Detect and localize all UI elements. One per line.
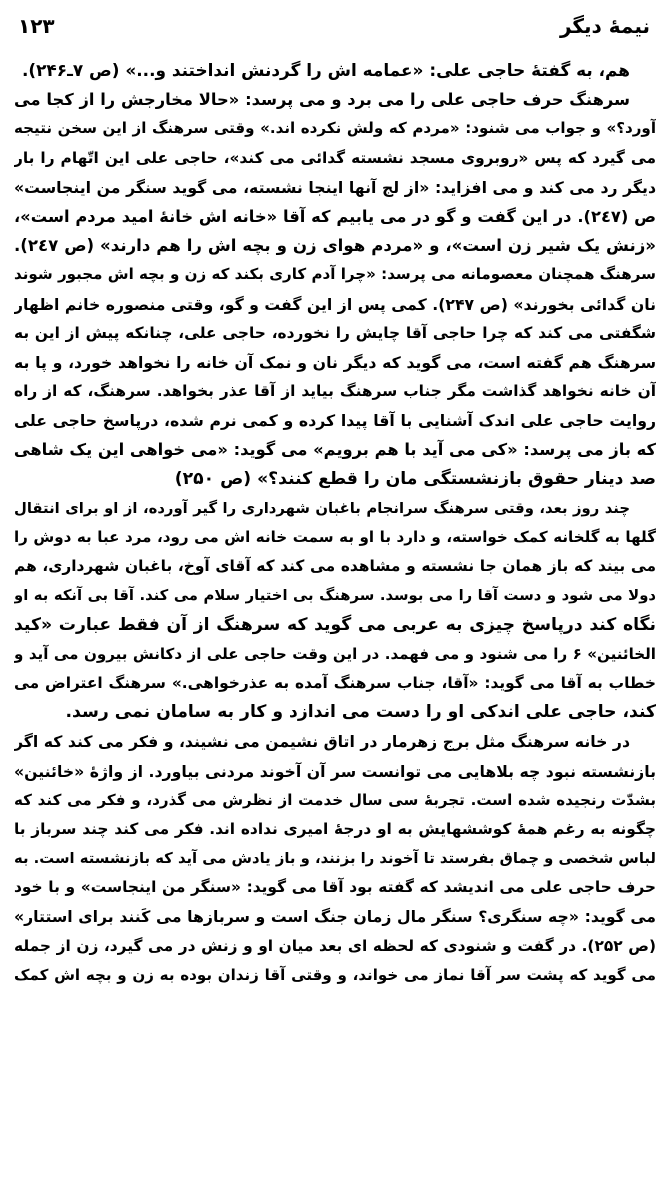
text-line: خطاب به آقا می گوید: «آقا، جناب سرهنگ آمده به عذرخواهی.» سرهنگ اعتراض می xyxy=(14,673,656,692)
text-line: الخائنین» ۶ را می شنود و می فهمد. در این وقت حاجی علی از دکانش بیرون می آید و xyxy=(14,644,656,663)
text-line: لباس شخصی و چماق بفرستد تا آخوند را بزنند، و باز یادش می آید که بازنشسته است. به xyxy=(14,850,656,868)
text-line: صد دینار حقوق بازنشستگی مان را قطع کنند؟» (ص ۲۵۰) xyxy=(174,468,656,489)
text-line: می گوید: «چه سنگری؟ سنگر مال زمان جنگ است و سربازها می کَنند برای استتار» xyxy=(14,907,656,927)
text-line: هم، به گفتهٔ حاجی علی: «عمامه اش را گردنش انداختند و...» (ص ۷ـ۲۴۶). xyxy=(21,60,630,80)
text-line: می گوید که پشت سر آقا نماز می خواند، و وقتی آقا زندان بوده به زن و بچه اش کمک xyxy=(14,965,656,984)
text-line: می بیند که باز همان جا نشسته و مشاهده می کند که آقای آوخ، باغبان شهرداری، هم xyxy=(14,557,656,576)
text-line: آورد؟» و جواب می شنود: «مردم که ولش نکرده اند.» وقتی سرهنگ از این سخن نتیجه xyxy=(14,119,656,138)
text-line: که باز می پرسد: «کی می آید با هم برویم» می گوید: «می خواهی این یک شاهی xyxy=(14,440,656,460)
text-line: می گیرد که پس «روبروی مسجد نشسته گدائی می کند»، حاجی علی این اتّهام را بار xyxy=(14,148,656,167)
text-line: سرهنگ هم گفته است، می گوید که دیگر نان و نمک آن خانه را نخواهد خورد، و پا به xyxy=(14,352,656,372)
text-line: دولا می شود و دست آقا را می بوسد. سرهنگ بی اختیار سلام می کند. آقا بی آنکه به او xyxy=(14,587,656,605)
text-line: نگاه کند درپاسخ چیزی به عربی می گوید که سرهنگ از آن فقط عبارت «کید xyxy=(14,614,656,635)
text-line: کند، حاجی علی اندکی او را دست می اندازد و کار به سامان نمی رسد. xyxy=(65,702,656,723)
text-line: نان گدائی بخورند» (ص ۲۴۷). کمی پس از این گفت و گو، وقتی منصوره خانم اظهار xyxy=(14,294,656,314)
text-line: سرهنگ همچنان معصومانه می پرسد: «چرا آدم کاری بکند که زن و بچه اش مجبور شوند xyxy=(14,265,656,284)
text-line: «زنش یک شیر زن است»، و «مردم هوای زن و بچه اش را هم دارند» (ص ۲٤۷). xyxy=(14,236,656,256)
page-header xyxy=(18,14,650,42)
text-line: آن خانه نخواهد گذاشت مگر جناب سرهنگ بیاید از آقا عذر بخواهد. سرهنگ، که از راه xyxy=(14,382,656,401)
running-title: نیمهٔ دیگر xyxy=(559,14,650,38)
text-line: بشدّت رنجیده شده است. تجربهٔ سی سال خدمت از نظرش می گذرد، و فکر می کند که xyxy=(14,790,656,809)
text-line: چگونه به رغم همهٔ کوششهایش به او درجهٔ امیری نداده اند. فکر می کند چند سرباز با xyxy=(14,819,656,838)
text-line: حرف حاجی علی می اندیشد که گفته بود آقا می گوید: «سنگر من اینجاست» و با خود xyxy=(14,878,656,897)
page-number: ۱۲۳ xyxy=(18,14,55,38)
text-line: بازنشسته نبود چه بلاهایی می توانست سر آن آخوند مردنی بیاورد. از واژهٔ «خائنین» xyxy=(14,761,656,781)
text-line: دیگر رد می کند و می افزاید: «از لج آنها اینجا نشسته، می گوید سنگر من اینجاست» xyxy=(14,177,656,197)
text-line: (ص ۲۵۲). در گفت و شنودی که لحظه ای بعد میان او و زنش در می گیرد، زن از جمله xyxy=(14,936,656,955)
body-text xyxy=(14,56,656,990)
text-line: سرهنگ حرف حاجی علی را می برد و می پرسد: «حالا مخارجش را از کجا می xyxy=(14,90,630,110)
text-line: ص (۲٤۷). در این گفت و گو در می یابیم که آقا «خانه اش خانهٔ امید مردم است»، xyxy=(14,206,656,226)
text-line: چند روز بعد، وقتی سرهنگ سرانجام باغبان شهرداری را گیر آورده، از او برای انتقال xyxy=(14,499,630,517)
text-line: در خانه سرهنگ مثل برج زهرمار در اتاق نشیمن می نشیند، و فکر می کند که اگر xyxy=(14,732,630,752)
text-line: گلها به گلخانه کمک خواسته، و دارد با او به سمت خانه اش می رود، مرد عبا به دوش را xyxy=(14,528,656,546)
text-line: روایت حاجی علی اندک آشنایی با آقا پیدا کرده و کمی نرم شده، درپاسخ حاجی علی xyxy=(14,411,656,431)
text-line: شگفتی می کند که چرا حاجی آقا چایش را نخورده، حاجی علی، چنانکه پیش از این به xyxy=(14,323,656,342)
